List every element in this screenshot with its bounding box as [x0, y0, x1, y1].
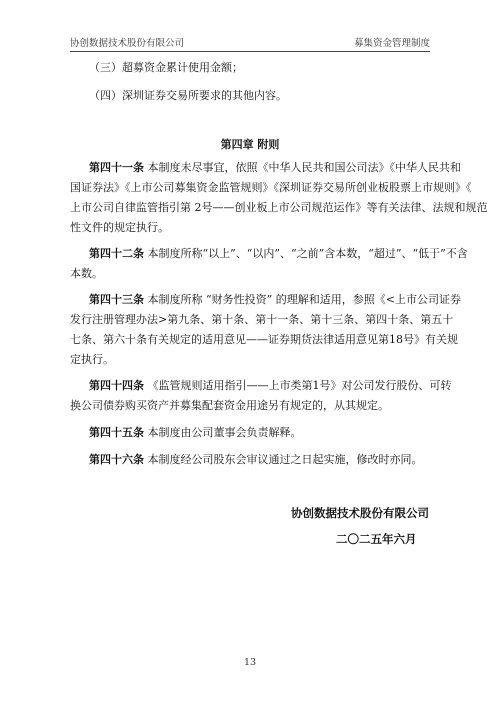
- header-divider: [70, 51, 430, 52]
- article-41-line-2: 国证券法》《上市公司募集资金监管规则》《深圳证券交易所创业板股票上市规则》《: [70, 181, 472, 194]
- article-43-line-4: 定执行。: [70, 353, 114, 366]
- article-43-number: 第四十三条: [89, 293, 144, 306]
- article-41-number: 第四十一条: [89, 161, 144, 174]
- article-43-line-2: 发行注册管理办法>第九条、第十条、第十一条、第十三条、第四十条、第五十: [70, 313, 454, 326]
- article-46-number: 第四十六条: [89, 453, 144, 466]
- article-43-line-1: [89, 293, 461, 307]
- article-43-text-1: 本制度所称 “财务性投资” 的理解和适用，参照《<上市公司证券: [147, 293, 461, 306]
- article-45-line-1: [89, 426, 302, 440]
- article-44-line-1: [89, 379, 452, 393]
- article-43-line-3: 七条、第六十条有关规定的适用意见——证券期货法律适用意见第18号》有关规: [70, 333, 458, 346]
- page-number: 13: [243, 657, 257, 668]
- signature-date: 二〇二五年六月: [336, 532, 417, 546]
- article-44-line-2: 换公司债券购买资产并募集配套资金用途另有规定的，从其规定。: [70, 399, 389, 412]
- article-44-number: 第四十四条: [89, 379, 144, 392]
- article-44-text-1: 《监管规则适用指引——上市类第1号》对公司发行股份、可转: [147, 379, 452, 392]
- header-doc-title: 募集资金管理制度: [353, 38, 430, 49]
- signature-company: 协创数据技术股份有限公司: [291, 506, 429, 520]
- list-item-3: （三）超募资金累计使用金额；: [89, 61, 243, 74]
- article-42-line-2: 本数。: [70, 267, 103, 280]
- article-42-line-1: [89, 247, 468, 261]
- article-41-text-1: 本制度未尽事宜，依照《中华人民共和国公司法》《中华人民共和: [147, 161, 461, 174]
- article-46-text-1: 本制度经公司股东会审议通过之日起实施，修改时亦同。: [147, 453, 423, 466]
- page-header: [70, 35, 430, 49]
- chapter-title: 第四章 附则: [220, 138, 280, 151]
- article-45-text-1: 本制度由公司董事会负责解释。: [147, 426, 302, 439]
- article-46-line-1: [89, 453, 423, 467]
- header-company: 协创数据技术股份有限公司: [70, 38, 185, 49]
- article-42-text-1: 本制度所称“以上”、“以内”、“之前”含本数，“超过”、“低于”不含: [147, 247, 468, 260]
- article-45-number: 第四十五条: [89, 426, 144, 439]
- article-41-line-1: [89, 161, 461, 175]
- article-41-line-4: 性文件的规定执行。: [70, 221, 169, 234]
- article-41-line-3: 上市公司自律监管指引第 2号——创业板上市公司规范运作》等有关法律、法规和规范: [70, 201, 488, 214]
- article-42-number: 第四十二条: [89, 247, 144, 260]
- list-item-4: （四）深圳证券交易所要求的其他内容。: [89, 89, 287, 102]
